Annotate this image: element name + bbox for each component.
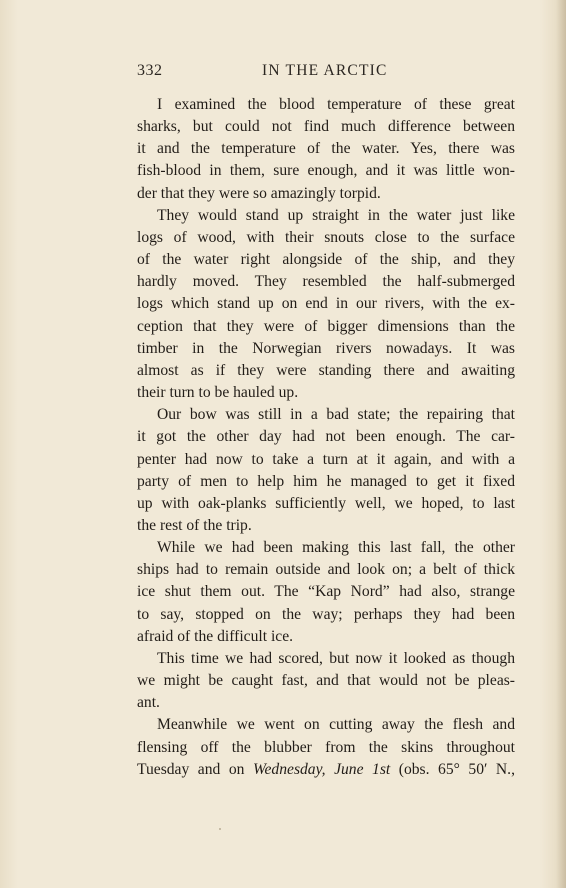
text-line: timber in the Norwegian rivers nowadays. It was	[137, 339, 515, 357]
text-line: Meanwhile we went on cutting away the flesh and	[157, 716, 515, 734]
text-line: logs which stand up on end in our rivers, with the ex-	[137, 295, 515, 313]
text-line: ships had to remain outside and look on; a belt of thick	[137, 561, 515, 579]
text-line: it got the other day had not been enough. The car-	[137, 428, 515, 446]
text-line: penter had now to take a turn at it again, and with a	[137, 450, 515, 468]
text-line: we might be caught fast, and that would not be pleas-	[137, 672, 515, 690]
body-text	[137, 94, 515, 781]
text-line: ant.	[137, 694, 160, 712]
paragraph-1	[137, 94, 515, 205]
paragraph-3	[137, 404, 515, 537]
page-header	[137, 62, 452, 86]
text-line: I examined the blood temperature of these great	[157, 96, 515, 113]
paragraph-2	[137, 205, 515, 404]
text-line: While we had been making this last fall, the other	[157, 539, 515, 557]
text-line: to say, stopped on the way; perhaps they had been	[137, 605, 515, 623]
text-line: almost as if they were standing there and awaiting	[137, 361, 515, 379]
running-head: IN THE ARCTIC	[262, 62, 388, 79]
text-line: hardly moved. They resembled the half-submerged	[137, 273, 515, 291]
text-line: the rest of the trip.	[137, 516, 252, 534]
paragraph-4	[137, 537, 515, 648]
page-edge-shadow	[556, 0, 566, 888]
text-line: der that they were so amazingly torpid.	[137, 184, 381, 202]
text-line: They would stand up straight in the water just like	[157, 206, 515, 224]
page-number: 332	[137, 62, 163, 79]
text-span: (obs. 65° 50′ N.,	[390, 760, 515, 778]
text-line: ception that they were of bigger dimensions than the	[137, 317, 515, 335]
text-line: it and the temperature of the water. Yes, there was	[137, 140, 515, 158]
paragraph-6	[137, 714, 515, 780]
text-line: afraid of the difficult ice.	[137, 627, 294, 645]
paragraph-5	[137, 648, 515, 714]
text-line	[137, 759, 515, 781]
text-line: up with oak-planks sufficiently well, we hoped, to last	[137, 494, 515, 512]
text-line: This time we had scored, but now it looked as though	[157, 649, 515, 667]
paper-speck	[219, 828, 221, 830]
text-span: Tuesday and on	[137, 760, 253, 778]
date-italic: Wednesday, June 1st	[252, 760, 391, 778]
text-line: flensing off the blubber from the skins throughout	[137, 738, 515, 756]
text-line: fish-blood in them, sure enough, and it was little won-	[137, 162, 515, 180]
text-line: of the water right alongside of the ship, and they	[137, 251, 515, 269]
text-line: Our bow was still in a bad state; the repairing that	[157, 406, 515, 424]
text-line: sharks, but could not find much difference between	[137, 118, 515, 136]
text-line: ice shut them out. The “Kap Nord” had also, strange	[137, 583, 515, 601]
text-line: their turn to be hauled up.	[137, 384, 299, 402]
text-line: party of men to help him he managed to get it fixed	[137, 472, 515, 490]
text-line: logs of wood, with their snouts close to the surface	[137, 228, 515, 246]
